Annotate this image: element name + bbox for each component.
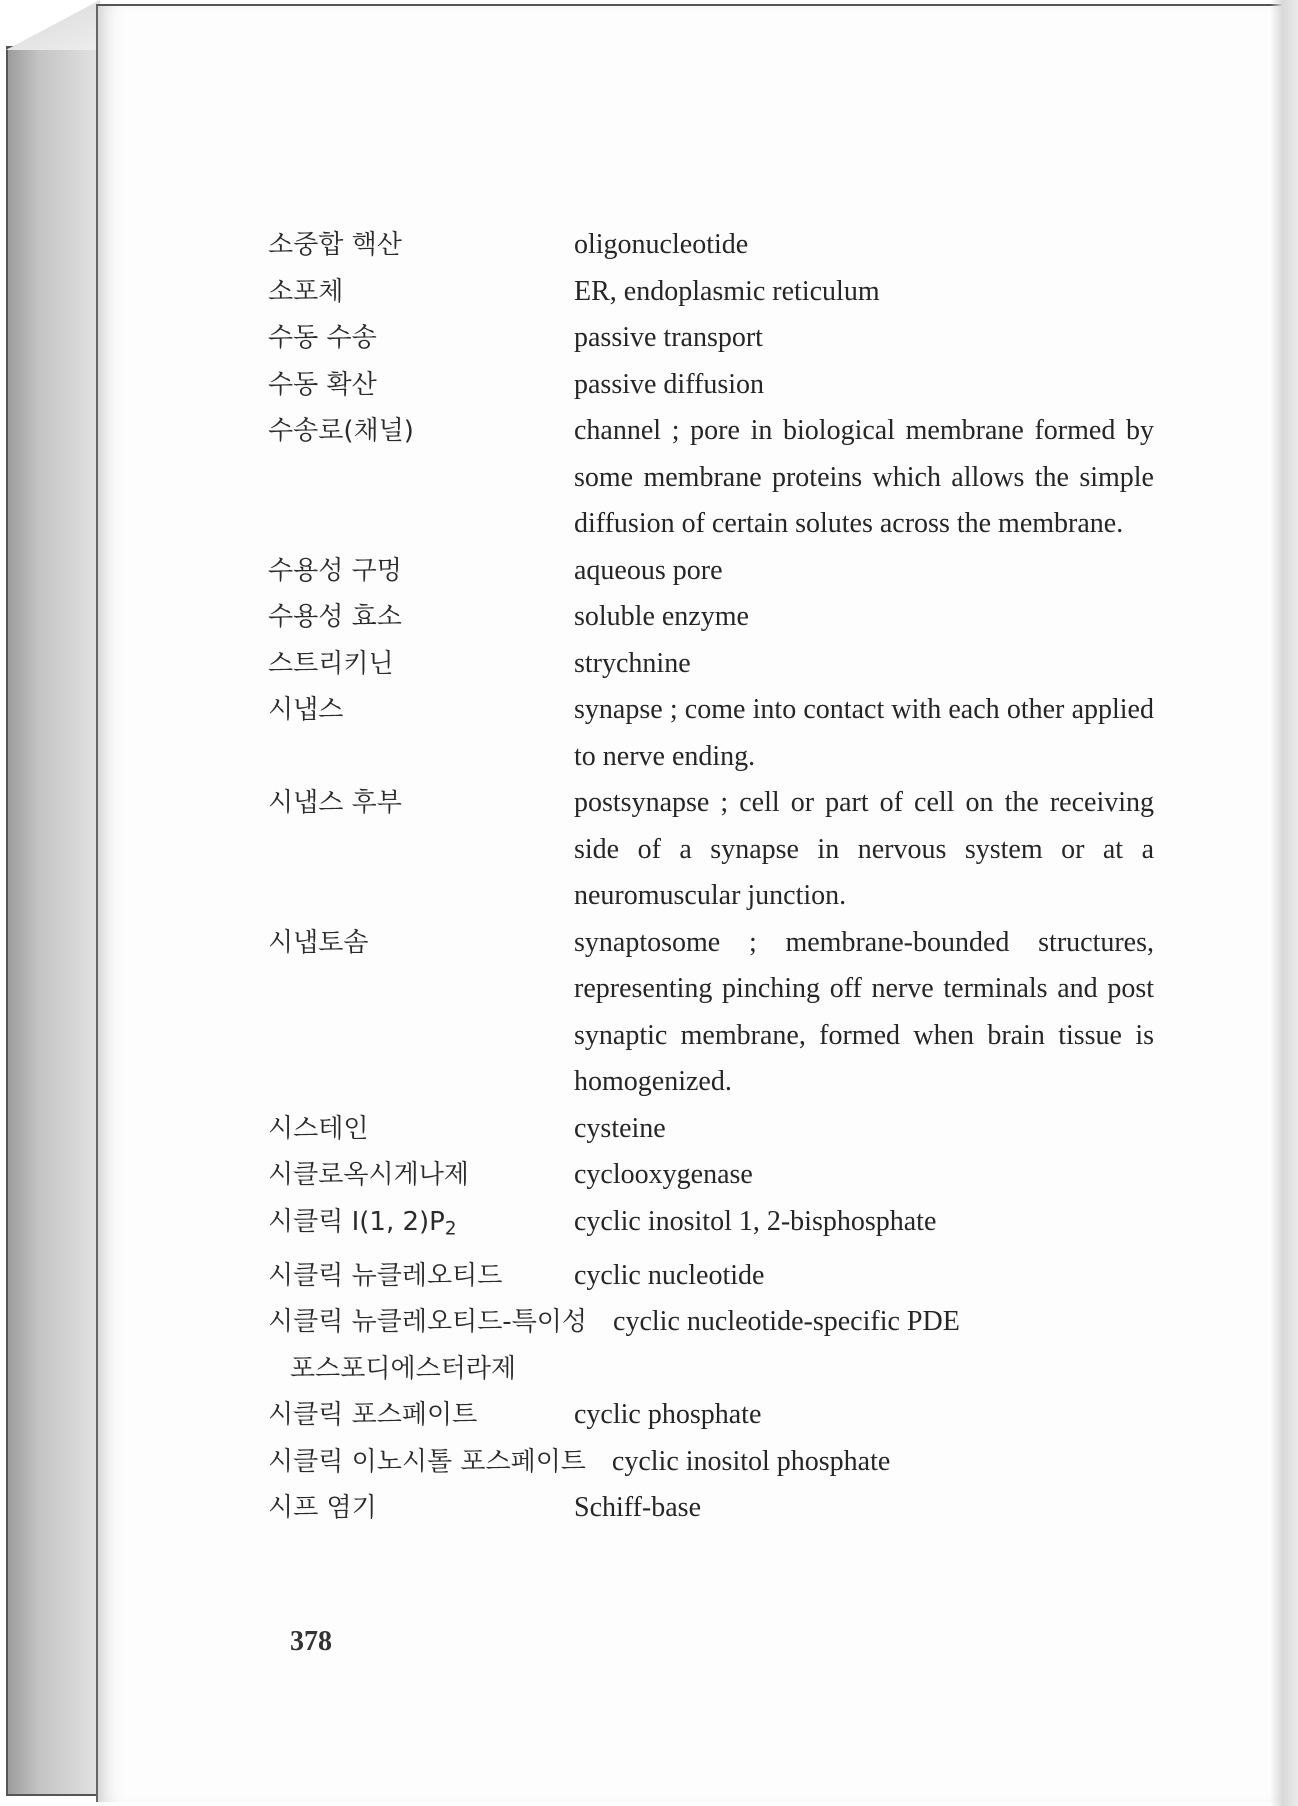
- glossary-definition: passive diffusion: [574, 368, 765, 400]
- page-number: 378: [290, 1626, 332, 1657]
- glossary-definition: synapse ; come into contact with each other applied to nerve ending.: [574, 694, 1154, 772]
- glossary-entry: [268, 780, 1168, 920]
- glossary-definition: cysteine: [574, 1112, 666, 1144]
- glossary-entry: [268, 641, 1168, 688]
- glossary-definition: Schiff-base: [574, 1492, 701, 1524]
- glossary-term: 소중합 핵산: [268, 230, 402, 260]
- glossary-entry: [268, 269, 1168, 316]
- glossary-entry: [268, 1439, 1168, 1486]
- glossary-list: [268, 222, 1168, 1532]
- glossary-definition: oligonucleotide: [574, 229, 749, 260]
- glossary-term-subscript: 2: [444, 1218, 457, 1240]
- glossary-term: 시클로옥시게나제: [268, 1160, 469, 1190]
- glossary-term: 시냅토솜: [268, 927, 369, 958]
- glossary-entry: [268, 1485, 1168, 1532]
- glossary-term: 시클릭 뉴클레오티드: [268, 1260, 503, 1291]
- glossary-term: [268, 1199, 574, 1253]
- glossary-entry: [268, 1152, 1168, 1199]
- glossary-term: 수동 확산: [268, 369, 377, 400]
- glossary-definition: aqueous pore: [574, 554, 723, 586]
- glossary-term: 스트리키닌: [268, 648, 394, 679]
- glossary-definition: channel ; pore in biological membrane formed by some membrane proteins which allows the simple diffusion of certain solutes across the membrane.: [574, 415, 1154, 539]
- glossary-definition: cyclic nucleotide-specific PDE: [613, 1306, 960, 1338]
- glossary-entry: [268, 548, 1168, 595]
- glossary-definition: cyclic phosphate: [574, 1399, 762, 1431]
- glossary-definition: cyclooxygenase: [574, 1159, 753, 1190]
- glossary-term: 수용성 효소: [268, 602, 402, 632]
- glossary-definition: cyclic nucleotide: [574, 1259, 765, 1291]
- glossary-definition: strychnine: [574, 647, 691, 679]
- glossary-definition: cyclic inositol phosphate: [611, 1445, 891, 1477]
- glossary-entry: [268, 687, 1168, 780]
- glossary-entry: [268, 315, 1168, 362]
- glossary-term-text: 시클릭 I(1, 2)P: [268, 1206, 445, 1237]
- glossary-entry: [268, 222, 1168, 269]
- glossary-definition: cyclic inositol 1, 2-bisphosphate: [574, 1205, 937, 1237]
- glossary-entry: [268, 594, 1168, 641]
- glossary-term-continuation: 포스포디에스터라제: [290, 1353, 517, 1384]
- glossary-entry: [268, 1199, 1168, 1253]
- glossary-term: 시스테인: [268, 1113, 369, 1144]
- book-spine: [6, 46, 98, 1796]
- glossary-entry: [268, 1392, 1168, 1439]
- glossary-term: 수송로(채널): [268, 416, 414, 446]
- glossary-term: 수용성 구멍: [268, 555, 402, 586]
- glossary-definition: postsynapse ; cell or part of cell on the receiving side of a synapse in nervous system or at a neuromuscular junction.: [574, 787, 1154, 911]
- glossary-term: 소포체: [268, 276, 344, 307]
- glossary-entry: [268, 1106, 1168, 1153]
- glossary-term: 시클릭 이노시톨 포스페이트: [268, 1446, 586, 1477]
- glossary-term: 수동 수송: [268, 323, 377, 353]
- glossary-definition: soluble enzyme: [574, 601, 749, 632]
- book-spine-top: [6, 0, 100, 50]
- glossary-definition: synaptosome ; membrane-bounded structures, representing pinching off nerve terminals and post synaptic membrane, formed when brain tissue is homogenized.: [574, 926, 1154, 1097]
- glossary-definition: ER, endoplasmic reticulum: [574, 275, 880, 307]
- glossary-entry: [268, 408, 1168, 548]
- glossary-term: 시클릭 뉴클레오티드-특이성: [268, 1307, 588, 1338]
- glossary-entry: [268, 920, 1168, 1106]
- glossary-entry: [268, 1299, 1168, 1346]
- glossary-entry: [268, 362, 1168, 409]
- glossary-definition: passive transport: [574, 322, 763, 353]
- glossary-term: 시클릭 포스페이트: [268, 1400, 478, 1431]
- glossary-term: 시프 염기: [268, 1493, 377, 1524]
- glossary-term: 시냅스 후부: [268, 788, 402, 818]
- glossary-term: 시냅스: [268, 695, 344, 725]
- book-page-edge: [1270, 0, 1298, 1806]
- glossary-entry: [268, 1253, 1168, 1300]
